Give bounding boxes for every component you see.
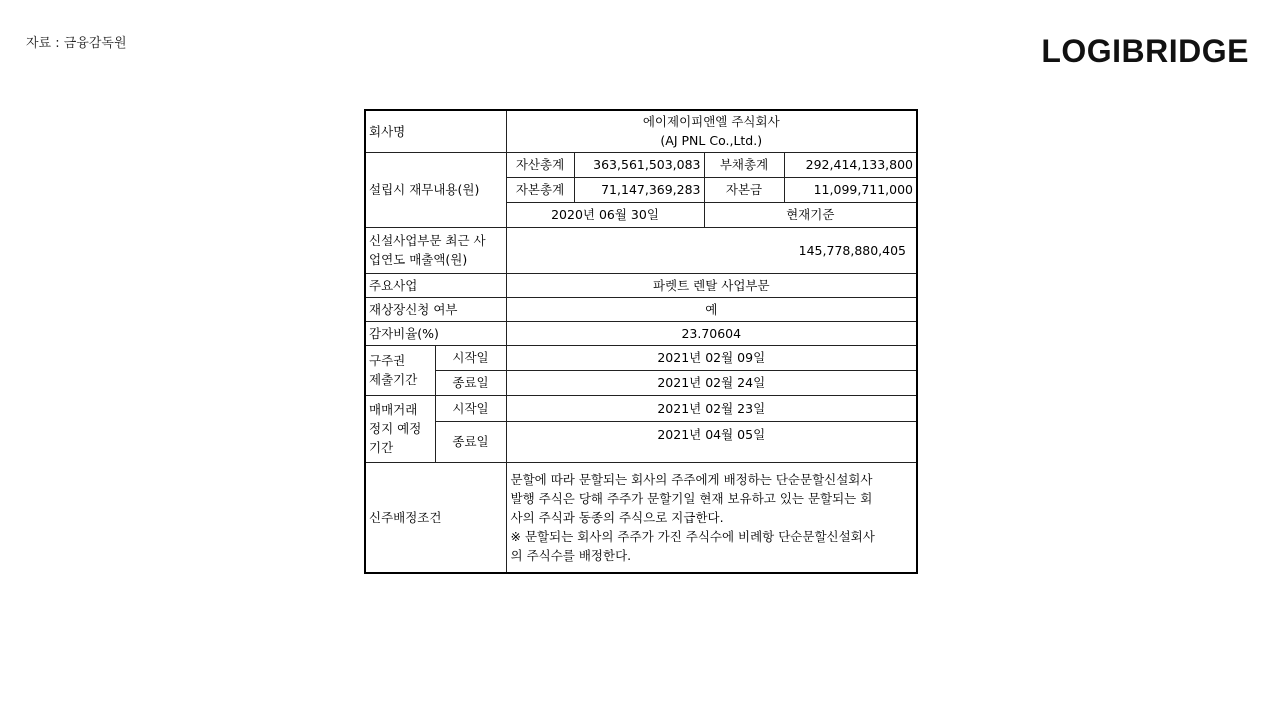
financials-date: 2020년 06월 30일 bbox=[506, 202, 704, 227]
row-suspension-start bbox=[365, 395, 917, 421]
liabilities-label: 부채총계 bbox=[704, 152, 784, 177]
brand-logo: LOGIBRIDGE bbox=[1041, 33, 1249, 69]
allocation-label: 신주배정조건 bbox=[365, 462, 506, 573]
equity-label: 자본총계 bbox=[506, 177, 574, 202]
revenue-label-line2: 업연도 매출액(원) bbox=[369, 252, 468, 267]
reduction-ratio-label: 감자비율(%) bbox=[365, 321, 506, 345]
row-revenue bbox=[365, 227, 917, 273]
suspension-period-label bbox=[365, 395, 435, 462]
allocation-line-2: 발행 주식은 당해 주주가 문할기일 현재 보유하고 있는 문할되는 회 bbox=[510, 490, 873, 506]
capital-label: 자본금 bbox=[704, 177, 784, 202]
suspension-label-line1: 매매거래 bbox=[369, 402, 418, 417]
certificate-start-label: 시작일 bbox=[435, 345, 506, 370]
allocation-line-4: ※ 문할되는 회사의 주주가 가진 주식수에 비례항 단순문할신설회사 bbox=[510, 528, 875, 544]
reduction-ratio-value: 23.70604 bbox=[506, 321, 917, 345]
revenue-label bbox=[365, 227, 506, 273]
relisting-label: 재상장신청 여부 bbox=[365, 297, 506, 321]
row-reduction-ratio bbox=[365, 321, 917, 345]
row-suspension-end bbox=[365, 421, 917, 462]
row-main-business bbox=[365, 273, 917, 297]
allocation-line-3: 사의 주식과 동종의 주식으로 지급한다. bbox=[510, 509, 724, 525]
row-company-name bbox=[365, 110, 917, 152]
relisting-value: 예 bbox=[506, 297, 917, 321]
main-business-label: 주요사업 bbox=[365, 273, 506, 297]
allocation-line-1: 문할에 따라 문할되는 회사의 주주에게 배정하는 단순문할신설회사 bbox=[510, 471, 873, 487]
spinoff-info-table bbox=[364, 109, 918, 574]
row-financials-1 bbox=[365, 152, 917, 177]
financials-label: 설립시 재무내용(원) bbox=[365, 152, 506, 227]
suspension-start-value: 2021년 02월 23일 bbox=[506, 395, 917, 421]
suspension-label-line2: 정지 예정 bbox=[369, 421, 422, 436]
certificate-end-value: 2021년 02월 24일 bbox=[506, 370, 917, 395]
certificate-end-label: 종료일 bbox=[435, 370, 506, 395]
row-certificate-end bbox=[365, 370, 917, 395]
financials-basis: 현재기준 bbox=[704, 202, 917, 227]
certificate-start-value: 2021년 02월 09일 bbox=[506, 345, 917, 370]
revenue-value: 145,778,880,405 bbox=[506, 227, 917, 273]
allocation-text bbox=[506, 462, 917, 573]
certificate-period-label bbox=[365, 345, 435, 395]
revenue-label-line1: 신설사업부문 최근 사 bbox=[369, 233, 486, 248]
suspension-label-line3: 기간 bbox=[369, 440, 394, 455]
liabilities-value: 292,414,133,800 bbox=[784, 152, 917, 177]
main-business-value: 파렛트 렌탈 사업부문 bbox=[506, 273, 917, 297]
row-relisting bbox=[365, 297, 917, 321]
equity-value: 71,147,369,283 bbox=[574, 177, 704, 202]
company-name-label: 회사명 bbox=[365, 110, 506, 152]
suspension-end-value: 2021년 04월 05일 bbox=[506, 421, 917, 462]
certificate-label-line1: 구주권 bbox=[369, 353, 406, 368]
certificate-label-line2: 제출기간 bbox=[369, 372, 418, 387]
allocation-line-5: 의 주식수를 배정한다. bbox=[510, 547, 632, 563]
capital-value: 11,099,711,000 bbox=[784, 177, 917, 202]
suspension-start-label: 시작일 bbox=[435, 395, 506, 421]
row-allocation bbox=[365, 462, 917, 573]
row-certificate-start bbox=[365, 345, 917, 370]
company-name-ko: 에이제이피앤엘 주식회사 bbox=[642, 114, 780, 130]
company-name-value bbox=[506, 110, 917, 152]
assets-label: 자산총계 bbox=[506, 152, 574, 177]
assets-value: 363,561,503,083 bbox=[574, 152, 704, 177]
source-caption: 자료 : 금융감독원 bbox=[26, 36, 127, 51]
company-name-en: (AJ PNL Co.,Ltd.) bbox=[660, 133, 763, 149]
suspension-end-label: 종료일 bbox=[435, 421, 506, 462]
